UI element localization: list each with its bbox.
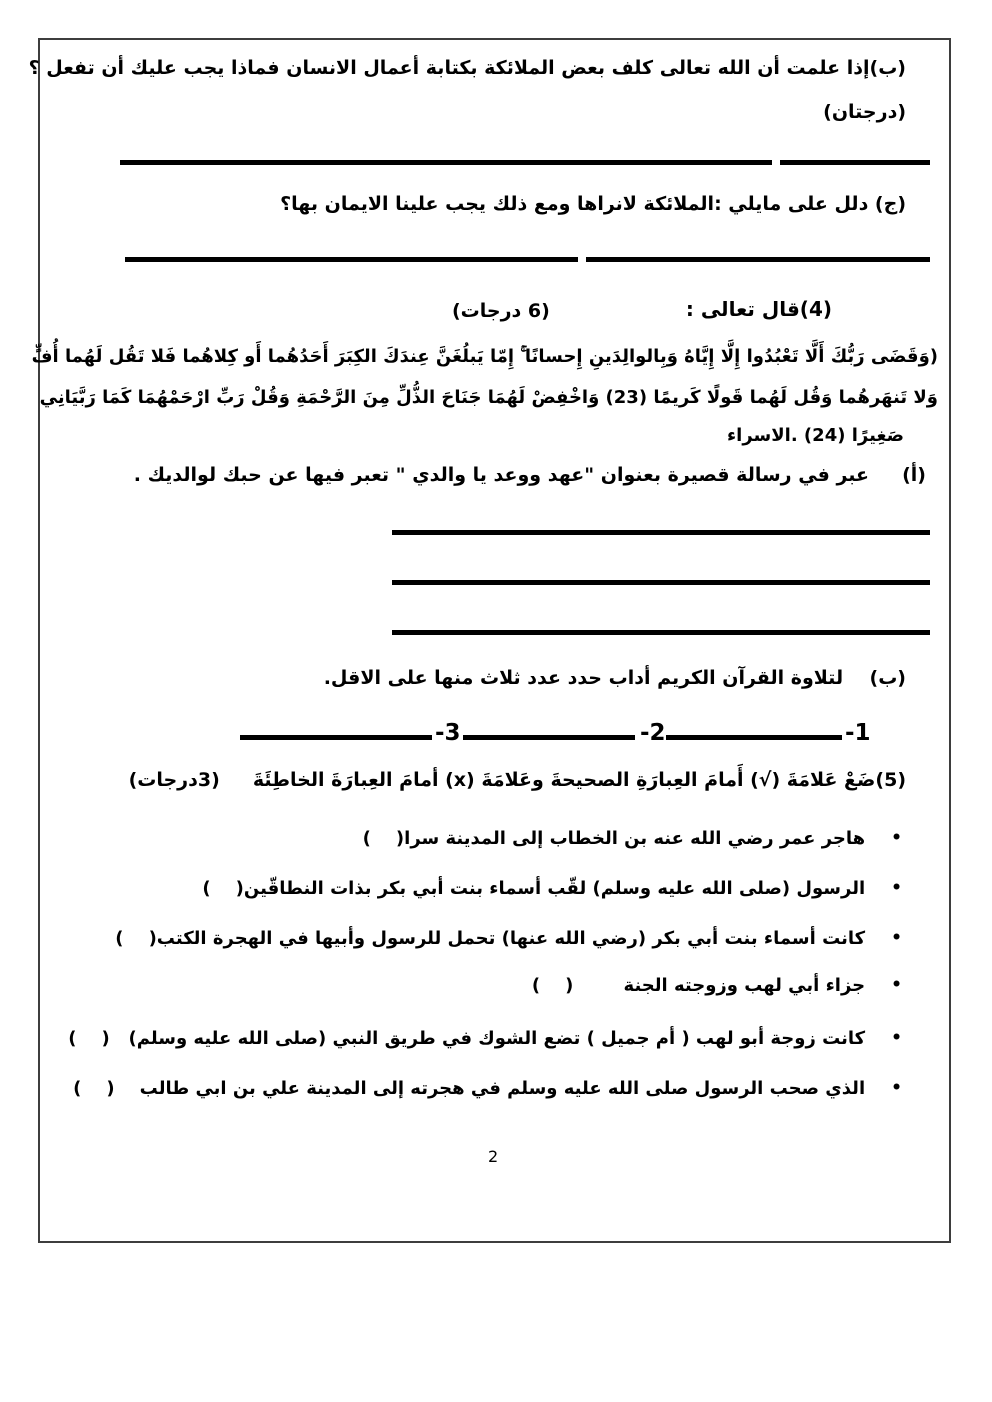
tf-item bbox=[202, 876, 902, 902]
answer-line bbox=[0, 160, 992, 165]
answer-line bbox=[392, 530, 930, 535]
line-segment bbox=[586, 257, 930, 262]
bullet-icon: • bbox=[891, 878, 902, 898]
tf-item bbox=[532, 973, 902, 999]
question-4-marks: (6 درجات) bbox=[452, 300, 550, 322]
verse-line-3: صَغِيرًا (24) .الاسراء bbox=[726, 425, 904, 446]
tf-item-text: جزاء أبي لهب وزوجته الجنة ( ) bbox=[531, 975, 866, 996]
tf-item-text: الرسول (صلى الله عليه وسلم) لقّب أسماء بنت أبي بكر بذات النطاقّين( ) bbox=[202, 878, 866, 899]
blank-label-3: -3 bbox=[435, 720, 461, 746]
tf-item bbox=[363, 826, 902, 852]
bullet-icon: • bbox=[891, 828, 902, 848]
tf-item bbox=[115, 926, 902, 952]
page-number: 2 bbox=[488, 1147, 499, 1166]
line-segment bbox=[120, 160, 772, 165]
numbered-blanks bbox=[0, 714, 992, 756]
tf-item-text: كانت أسماء بنت أبي بكر (رضي الله عنها) تحمل للرسول وأبيها في الهجرة الكتب( ) bbox=[115, 928, 866, 949]
bullet-icon: • bbox=[891, 975, 902, 995]
question-j-text: (ج) دلل على مايلي :الملائكة لانراها ومع ذلك يجب علينا الايمان بها؟ bbox=[280, 193, 906, 215]
blank-line-1 bbox=[666, 735, 842, 740]
bullet-icon: • bbox=[891, 1028, 902, 1048]
answer-line bbox=[0, 257, 992, 262]
bullet-icon: • bbox=[891, 928, 902, 948]
tf-item-text: هاجر عمر رضي الله عنه بن الخطاب إلى المدينة سرا( ) bbox=[362, 828, 866, 849]
blank-line-3 bbox=[240, 735, 432, 740]
line-segment bbox=[780, 160, 930, 165]
blank-line-2 bbox=[463, 735, 635, 740]
question-5-title: (5)ضَعْ عَلامَةَ (√) أَمامَ العِبارَةِ الصحيحةَ وعَلامَةَ (x) أمامَ العِبارَةَ الخاطِئَةَ (3درجات) bbox=[128, 769, 906, 791]
tf-item-text: الذي صحب الرسول صلى الله عليه وسلم في هجرته إلى المدينة علي بن ابي طالب ( ) bbox=[73, 1078, 866, 1099]
question-4a-text: (أ) عبر في رسالة قصيرة بعنوان "عهد ووعد يا والدي " تعبر فيها عن حبك لوالديك . bbox=[133, 464, 926, 486]
question-b-text: (ب)إذا علمت أن الله تعالى كلف بعض الملائكة بكتابة أعمال الانسان فماذا يجب عليك أن تفعل ؟ bbox=[28, 57, 906, 79]
question-b-marks: (درجتان) bbox=[823, 101, 906, 123]
answer-line bbox=[392, 580, 930, 585]
question-4b-text: (ب) لتلاوة القرآن الكريم أداب حدد عدد ثلاث منها على الاقل. bbox=[323, 667, 906, 689]
verse-line-1: (وَقَضَى رَبُّكَ أَلَّا تَعْبُدُوا إِلَّا إِيَّاهُ وَبِالوالِدَينِ إِحسانًا ۚ إِمّا يَبلُغَنَّ عِندَكَ الكِبَرَ أَحَدُهُما أَو كِلاهُما فَلا تَقُل لَهُما أُفٍّ bbox=[31, 346, 938, 367]
verse-line-2: وَلا تَنهَرهُما وَقُل لَهُما قَولًا كَريمًا (23) وَاخْفِضْ لَهُمَا جَنَاحَ الذُّلِّ مِنَ الرَّحْمَةِ وَقُلْ رَبِّ ارْحَمْهُمَا كَمَا رَبَّيَانِي bbox=[39, 387, 938, 408]
page-border bbox=[38, 38, 951, 1243]
blank-label-2: -2 bbox=[640, 720, 666, 746]
bullet-icon: • bbox=[891, 1078, 902, 1098]
line-segment bbox=[125, 257, 578, 262]
tf-item-text: كانت زوجة أبو لهب ( أم جميل ) تضع الشوك في طريق النبي (صلى الله عليه وسلم) ( ) bbox=[68, 1028, 866, 1049]
blank-label-1: -1 bbox=[845, 720, 871, 746]
question-4-title: (4)قال تعالى : bbox=[685, 297, 832, 321]
tf-item bbox=[68, 1026, 902, 1052]
answer-line bbox=[392, 630, 930, 635]
tf-item bbox=[73, 1076, 902, 1102]
